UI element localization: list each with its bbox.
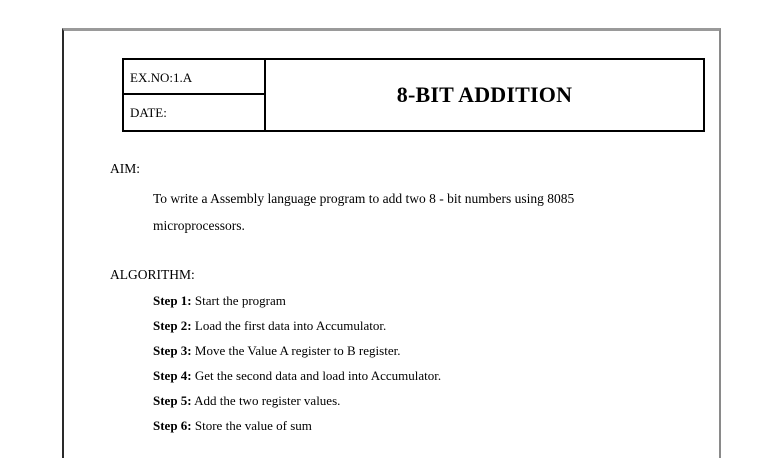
aim-text-line: To write a Assembly language program to add two 8 - bit numbers using 8085	[153, 191, 575, 206]
header-table	[122, 58, 705, 132]
algorithm-step	[153, 368, 441, 384]
algorithm-step	[153, 418, 312, 434]
algorithm-step	[153, 343, 400, 359]
document-page	[62, 28, 721, 458]
aim-text-line: microprocessors.	[153, 218, 245, 233]
step-text: Load the first data into Accumulator.	[191, 318, 387, 333]
step-label: Step 5:	[153, 393, 192, 408]
step-text: Move the Value A register to B register.	[191, 343, 401, 358]
algorithm-heading: ALGORITHM:	[110, 267, 195, 282]
date-field: DATE:	[130, 105, 167, 120]
step-label: Step 6:	[153, 418, 192, 433]
step-text: Start the program	[191, 293, 286, 308]
step-text: Get the second data and load into Accumulator.	[191, 368, 442, 383]
step-label: Step 1:	[153, 293, 192, 308]
step-text: Store the value of sum	[191, 418, 312, 433]
algorithm-step	[153, 318, 386, 334]
header-left-column	[124, 60, 266, 130]
step-label: Step 2:	[153, 318, 192, 333]
step-text: Add the two register values.	[191, 393, 341, 408]
step-label: Step 3:	[153, 343, 192, 358]
exercise-number: EX.NO:1.A	[124, 60, 264, 95]
algorithm-step	[153, 293, 286, 309]
algorithm-step	[153, 393, 340, 409]
step-label: Step 4:	[153, 368, 192, 383]
document-title: 8-BIT ADDITION	[396, 82, 573, 107]
aim-heading: AIM:	[110, 161, 140, 176]
